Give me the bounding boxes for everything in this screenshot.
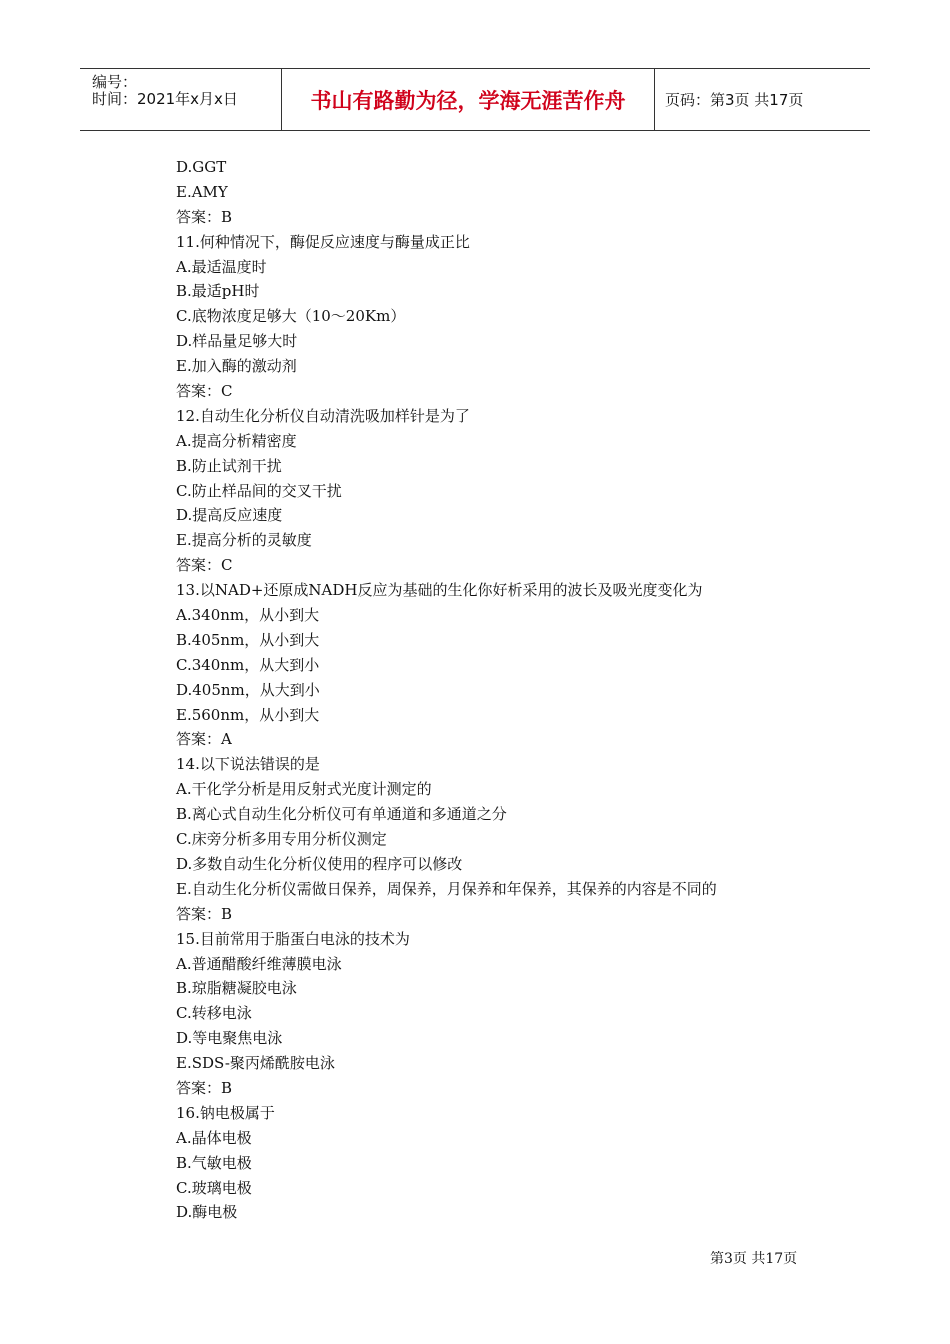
number-label: 编号： <box>92 73 138 91</box>
content-line: 答案：B <box>176 1078 233 1097</box>
content-line: 14.以下说法错误的是 <box>176 755 320 774</box>
content-line: D.等电聚焦电泳 <box>176 1029 283 1048</box>
content-line: A.晶体电极 <box>176 1128 252 1147</box>
content-line: B.琼脂糖凝胶电泳 <box>176 979 297 998</box>
content-line: 答案：B <box>176 904 233 923</box>
header-motto-cell <box>281 69 655 130</box>
content-line: D.多数自动生化分析仪使用的程序可以修改 <box>176 854 463 873</box>
content-line: B.405nm，从小到大 <box>176 630 320 649</box>
content-line: B.最适pH时 <box>176 282 260 301</box>
content-line: D.酶电极 <box>176 1203 238 1222</box>
content-line: C.防止样品间的交叉干扰 <box>176 481 342 500</box>
content-line: B.离心式自动生化分析仪可有单通道和多通道之分 <box>176 805 507 824</box>
content-line: 答案：A <box>176 730 232 749</box>
content-line: C.底物浓度足够大（10～20Km） <box>176 307 406 326</box>
content-line: C.玻璃电极 <box>176 1178 252 1197</box>
content-line: E.560nm，从小到大 <box>176 705 320 724</box>
content-line: C.340nm，从大到小 <box>176 655 320 674</box>
content-line: 13.以NAD+还原成NADH反应为基础的生化你好析采用的波长及吸光度变化为 <box>176 581 703 600</box>
content-line: E.加入酶的激动剂 <box>176 357 297 376</box>
header-left-cell <box>80 69 280 130</box>
content-line: C.床旁分析多用专用分析仪测定 <box>176 830 387 849</box>
question-content <box>176 155 876 1225</box>
content-line: A.普通醋酸纤维薄膜电泳 <box>176 954 342 973</box>
content-line: A.干化学分析是用反射式光度计测定的 <box>176 780 432 799</box>
content-line: A.340nm，从小到大 <box>176 606 320 625</box>
page-header <box>80 68 870 131</box>
content-line: D.GGT <box>176 158 227 176</box>
content-line: 16.钠电极属于 <box>176 1103 275 1122</box>
content-line: 答案：C <box>176 382 233 401</box>
header-right-cell <box>655 69 870 130</box>
content-line: 答案：C <box>176 556 233 575</box>
time-label: 时间：2021年x月x日 <box>92 90 238 108</box>
content-line: E.SDS-聚丙烯酰胺电泳 <box>176 1054 335 1073</box>
content-line: 11.何种情况下，酶促反应速度与酶量成正比 <box>176 232 470 251</box>
content-line: D.样品量足够大时 <box>176 332 298 351</box>
content-line: E.提高分析的灵敏度 <box>176 531 312 550</box>
content-line: 15.目前常用于脂蛋白电泳的技术为 <box>176 929 410 948</box>
header-page-info: 页码：第3页 共17页 <box>665 91 804 109</box>
content-line: B.防止试剂干扰 <box>176 456 282 475</box>
content-line: C.转移电泳 <box>176 1004 252 1023</box>
page-footer: 第3页 共17页 <box>710 1251 798 1267</box>
content-line: D.405nm，从大到小 <box>176 680 320 699</box>
motto: 书山有路勤为径，学海无涯苦作舟 <box>310 88 626 113</box>
content-line: E.自动生化分析仪需做日保养，周保养，月保养和年保养，其保养的内容是不同的 <box>176 879 717 898</box>
content-line: 12.自动生化分析仪自动清洗吸加样针是为了 <box>176 406 470 425</box>
content-line: A.最适温度时 <box>176 257 267 276</box>
content-line: B.气敏电极 <box>176 1153 252 1172</box>
content-line: E.AMY <box>176 182 228 201</box>
content-line: 答案：B <box>176 207 233 226</box>
content-line: D.提高反应速度 <box>176 506 283 525</box>
content-line: A.提高分析精密度 <box>176 431 297 450</box>
